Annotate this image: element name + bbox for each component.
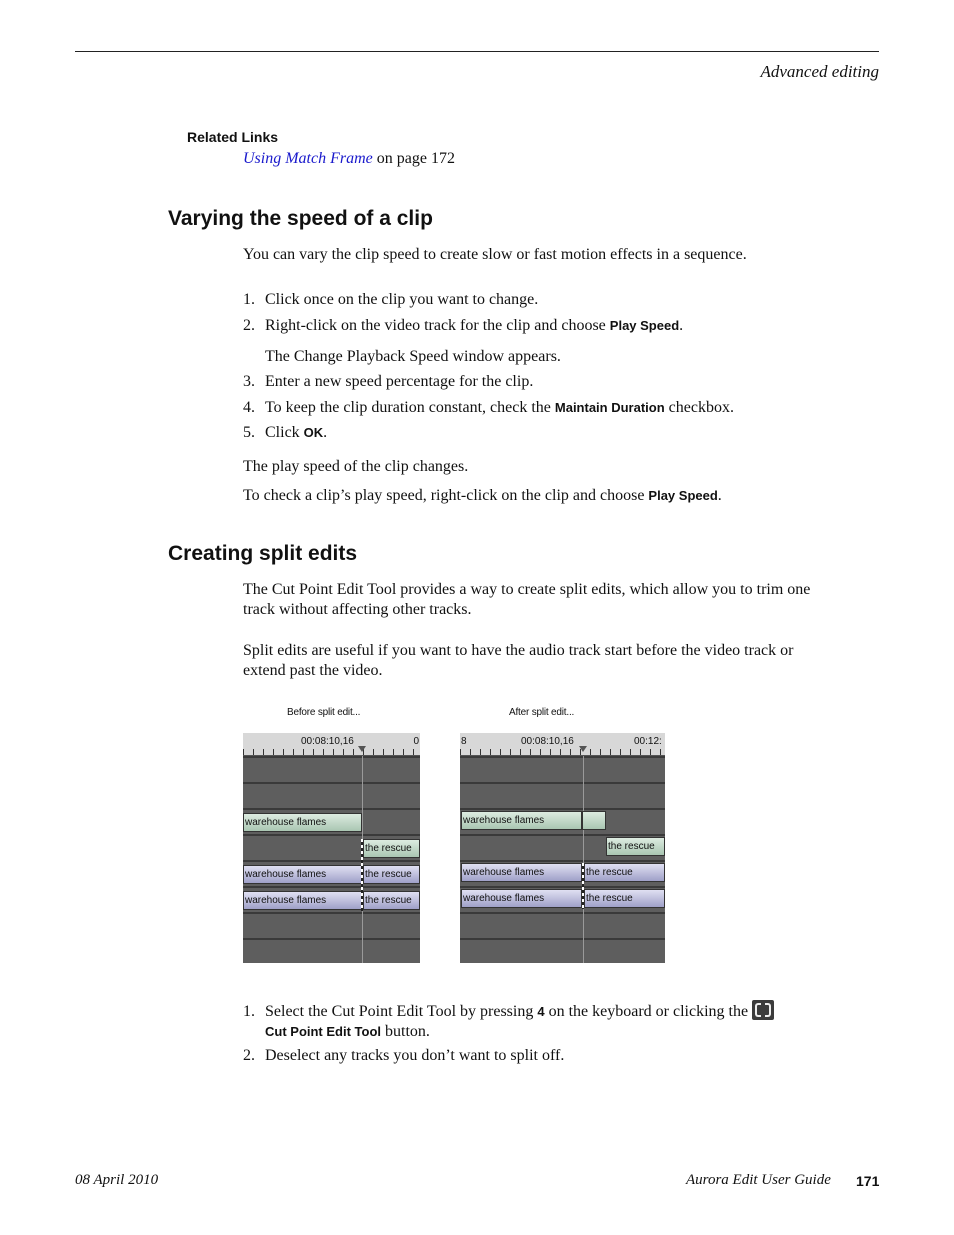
ui-cut-point-edit-tool: Cut Point Edit Tool (265, 1024, 382, 1039)
after-audio-next-2[interactable]: the rescue (584, 889, 665, 908)
after-audio-clip-1[interactable]: warehouse flames (461, 863, 582, 882)
before-audio-clip-2[interactable]: warehouse flames (243, 891, 362, 910)
playhead-marker-icon (358, 746, 366, 752)
header-rule (75, 51, 879, 52)
section-title-split: Creating split edits (168, 542, 358, 565)
after-timecode: 00:08:10,16 (521, 736, 574, 747)
link-page-ref: on page 172 (376, 150, 455, 167)
split-para-1: The Cut Point Edit Tool provides a way to create split edits, which allow you to trim one track without affecting other tracks. (243, 581, 811, 618)
related-link-line (243, 150, 455, 168)
split-step-2: 2. Deselect any tracks you don’t want to split off. (243, 1047, 565, 1064)
cut-point-edit-tool-icon[interactable] (752, 1000, 774, 1020)
ui-play-speed: Play Speed (609, 318, 680, 333)
after-timeline (460, 733, 665, 963)
after-cut-marker (582, 863, 584, 909)
step-2: 2. Right-click on the video track for the clip and choose Play Speed. (243, 317, 684, 334)
section-title-speed: Varying the speed of a clip (168, 207, 433, 230)
before-ruler-right: 0 (413, 736, 419, 747)
before-caption: Before split edit... (287, 707, 361, 718)
playhead-marker-icon (579, 746, 587, 752)
before-video-clip-rescue[interactable]: the rescue (363, 839, 420, 858)
related-links-heading: Related Links (187, 129, 279, 145)
step-3: 3. Enter a new speed percentage for the clip. (243, 373, 534, 390)
before-audio-next-1[interactable]: the rescue (363, 865, 420, 884)
step-1: 1. Click once on the clip you want to change. (243, 291, 539, 308)
footer-guide-title: Aurora Edit User Guide (686, 1172, 831, 1188)
before-audio-clip-1[interactable]: warehouse flames (243, 865, 362, 884)
speed-result: The play speed of the clip changes. (243, 458, 469, 475)
ui-maintain-duration: Maintain Duration (554, 400, 665, 415)
speed-check: To check a clip’s play speed, right-click on the clip and choose Play Speed. (243, 487, 722, 504)
before-ruler (243, 733, 420, 756)
split-para-2: Split edits are useful if you want to have the audio track start before the video track or extend past the video. (243, 642, 794, 679)
before-video-clip-warehouse[interactable]: warehouse flames (243, 813, 362, 832)
after-ruler-right: 00:12: (634, 736, 662, 747)
page-number: 171 (856, 1173, 880, 1189)
after-caption: After split edit... (509, 707, 575, 718)
ui-ok: OK (303, 425, 324, 440)
after-video-clip-warehouse[interactable]: warehouse flames (461, 811, 582, 830)
step-5: 5. Click OK. (243, 424, 328, 441)
after-ruler (460, 733, 665, 756)
after-audio-clip-2[interactable]: warehouse flames (461, 889, 582, 908)
running-header: Advanced editing (760, 62, 879, 81)
after-video-extension[interactable] (582, 811, 606, 830)
step-4: 4. To keep the clip duration constant, check the Maintain Duration checkbox. (243, 399, 734, 416)
after-audio-next-1[interactable]: the rescue (584, 863, 665, 882)
after-video-clip-rescue[interactable]: the rescue (606, 837, 665, 856)
speed-intro: You can vary the clip speed to create slow or fast motion effects in a sequence. (243, 246, 747, 263)
ui-play-speed-2: Play Speed (648, 488, 718, 503)
step-2-note: The Change Playback Speed window appears. (265, 348, 561, 365)
after-ruler-left: 8 (461, 736, 467, 747)
before-timecode: 00:08:10,16 (301, 736, 354, 747)
match-frame-link[interactable]: Using Match Frame (243, 150, 373, 167)
before-audio-next-2[interactable]: the rescue (363, 891, 420, 910)
footer-date: 08 April 2010 (75, 1172, 159, 1188)
before-cut-marker (361, 839, 363, 911)
split-step-1: 1. Select the Cut Point Edit Tool by pressing 4 on the keyboard or clicking the Cut Point Edit Tool button. (243, 1000, 843, 1042)
ui-key-4: 4 (537, 1004, 545, 1019)
before-timeline (243, 733, 420, 963)
